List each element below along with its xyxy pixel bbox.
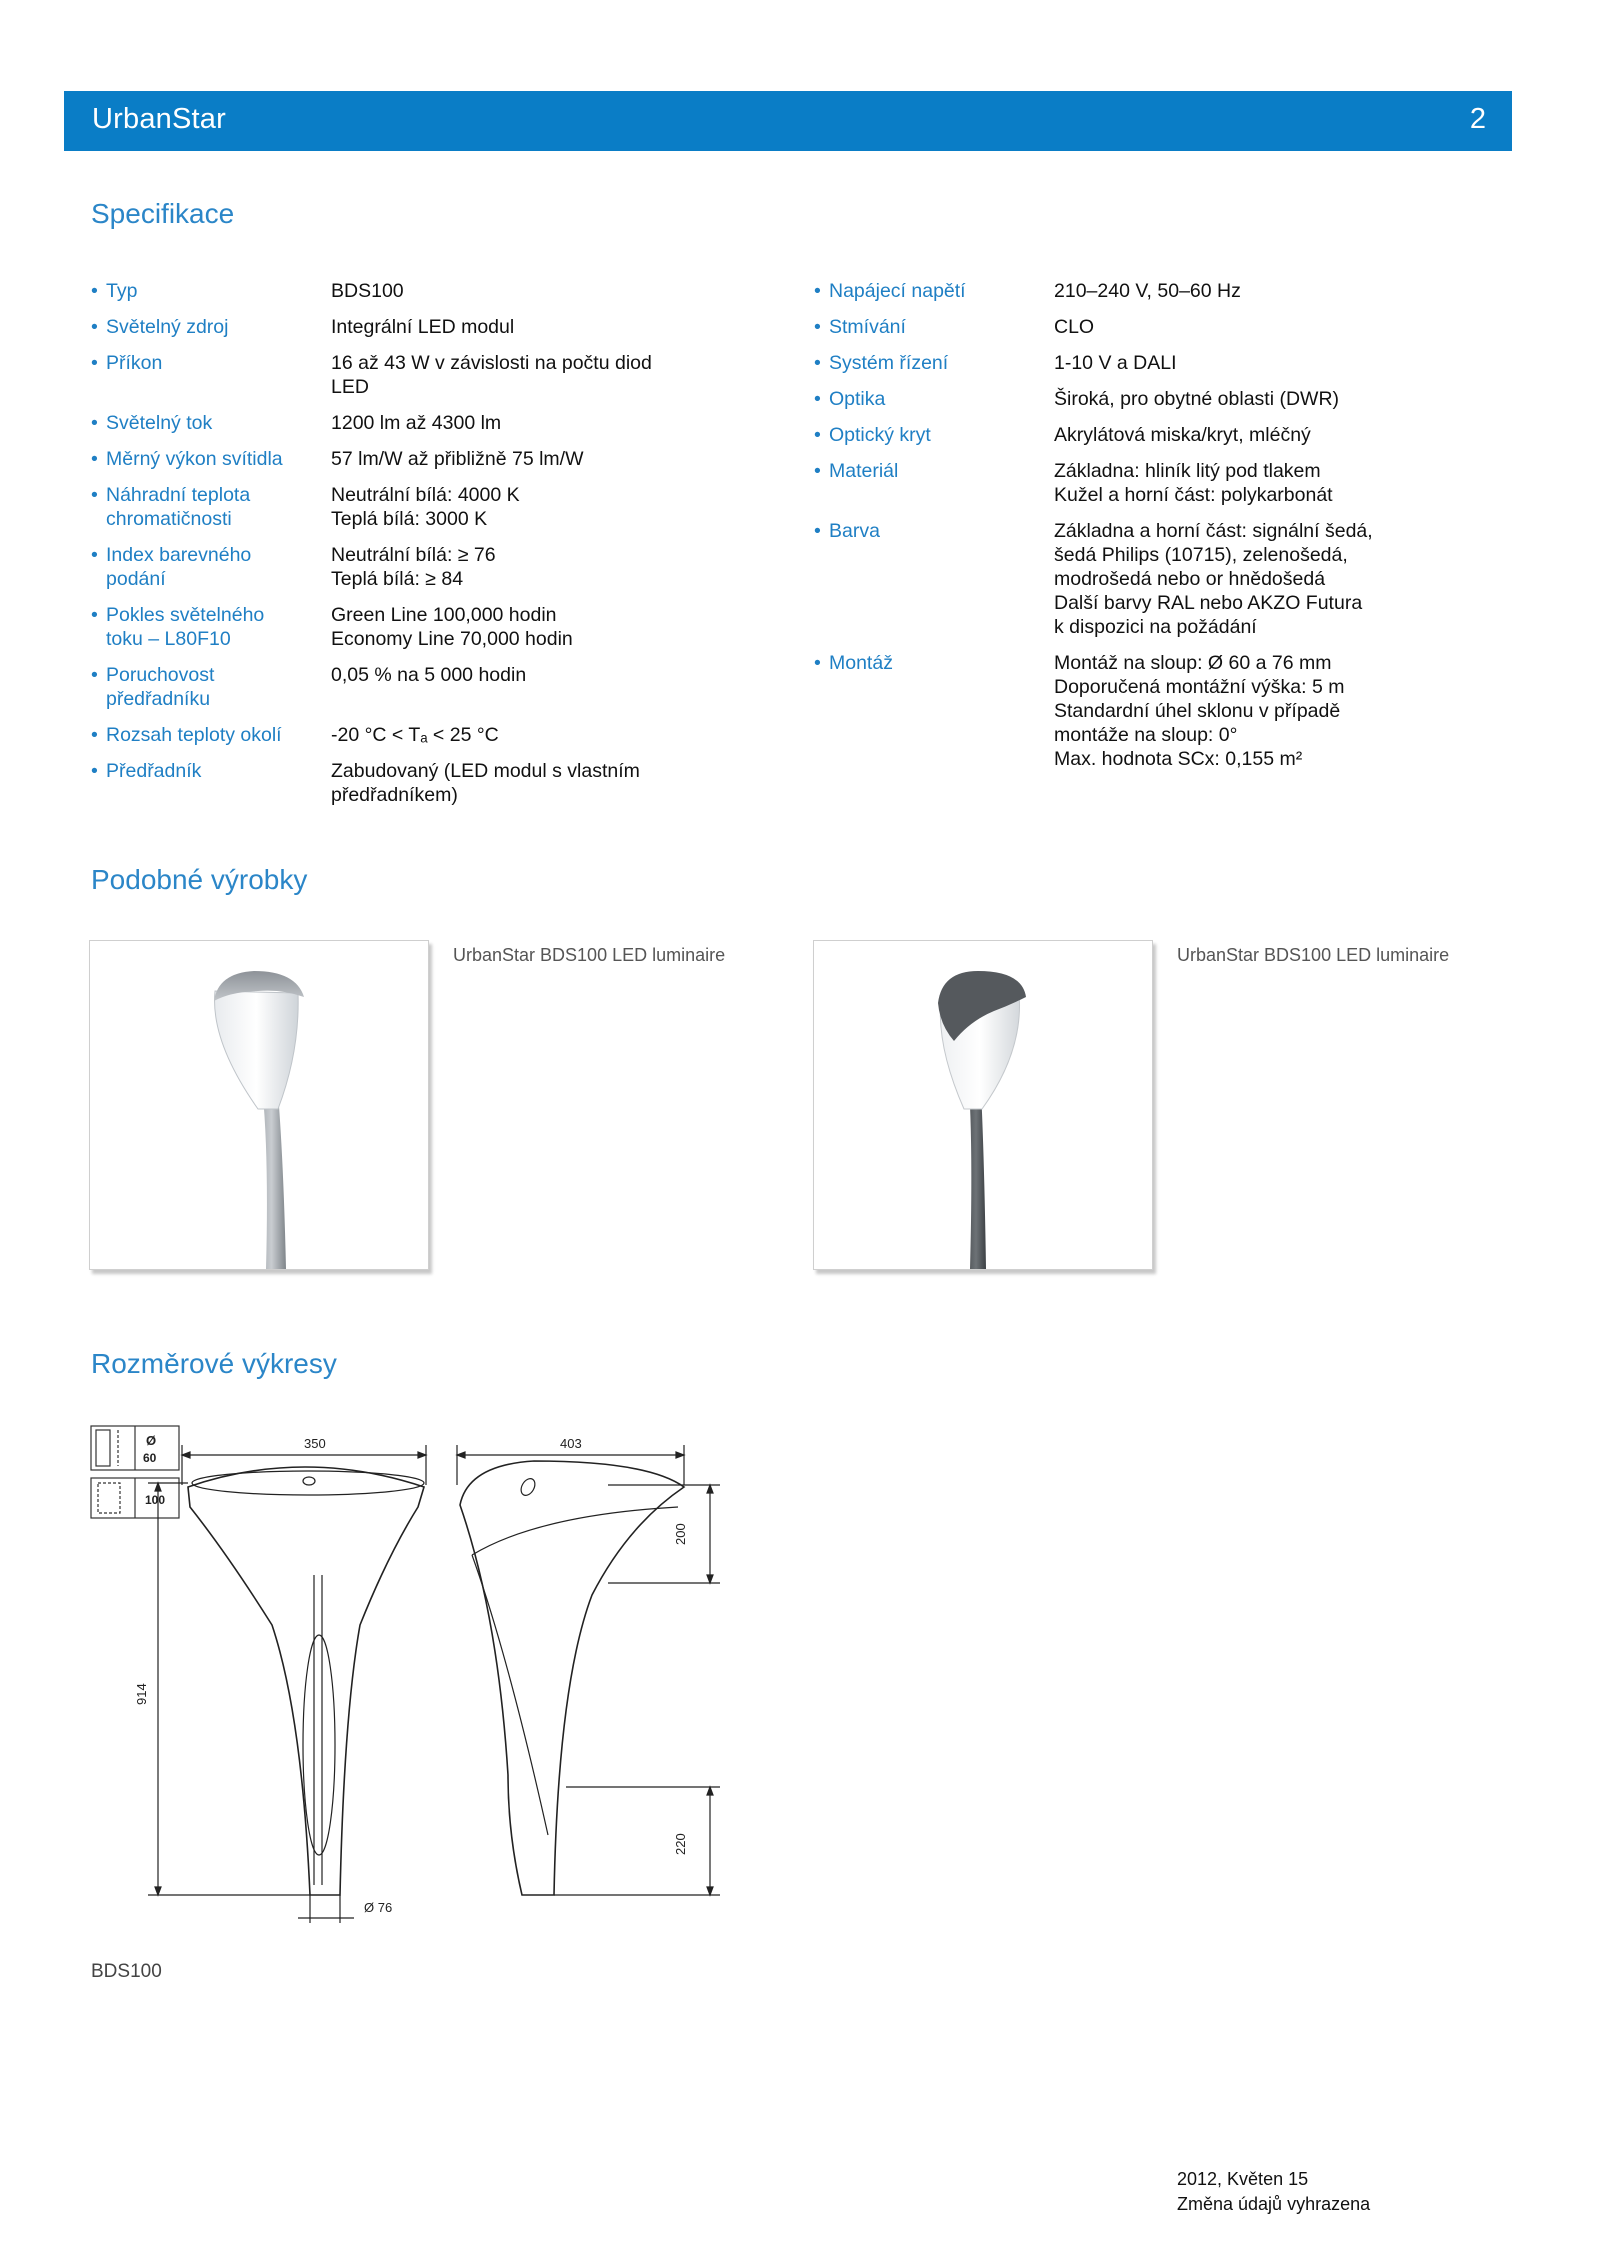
- bullet-icon: •: [814, 352, 821, 374]
- pole-length-box: [91, 1478, 179, 1518]
- spec-label: [91, 483, 326, 531]
- spec-label: [814, 315, 1049, 339]
- bullet-icon: •: [91, 316, 98, 338]
- spec-label-text: Materiál: [829, 460, 899, 482]
- section-title-specs: Specifikace: [91, 198, 235, 229]
- bullet-icon: •: [814, 424, 821, 446]
- spec-label: [91, 351, 326, 375]
- spec-label: [91, 315, 326, 339]
- spec-value: Integrální LED modul: [331, 316, 515, 338]
- section-title-similar: Podobné výrobky: [91, 864, 308, 895]
- bullet-icon: •: [814, 316, 821, 338]
- spec-label-text: Systém řízení: [829, 352, 949, 374]
- spec-label: [91, 759, 326, 783]
- header-bar: [64, 91, 1512, 151]
- spec-label: [91, 447, 326, 471]
- spec-label-text: Měrný výkon svítidla: [106, 448, 283, 470]
- bullet-icon: •: [814, 460, 821, 482]
- spec-value: Montáž na sloup: Ø 60 a 76 mm Doporučená montážní výška: 5 m Standardní úhel sklonu v případě montáže na sloup: 0° Max. hodnota SCx: 0,155 m²: [1054, 652, 1345, 770]
- spec-label-text: Optický kryt: [829, 424, 931, 446]
- bullet-icon: •: [91, 448, 98, 470]
- bullet-icon: •: [91, 760, 98, 782]
- dim-height: 914: [134, 1683, 149, 1705]
- spec-value: Neutrální bílá: ≥ 76 Teplá bílá: ≥ 84: [331, 544, 496, 590]
- bullet-icon: •: [91, 664, 98, 686]
- luminaire-photo: [90, 941, 428, 1269]
- dim-width-side: 403: [560, 1436, 582, 1451]
- dim-width-front: 350: [304, 1436, 326, 1451]
- side-view: [457, 1445, 720, 1895]
- spec-label: [814, 351, 1049, 375]
- spec-label: [814, 387, 1049, 411]
- product-image-1[interactable]: [89, 940, 429, 1270]
- pole-diameter-box: [91, 1426, 179, 1470]
- front-view: [148, 1445, 426, 1923]
- spec-label-text: Optika: [829, 388, 886, 410]
- spec-label-text: Pokles světelného toku – L80F10: [106, 604, 265, 650]
- spec-value: BDS100: [331, 280, 404, 302]
- spec-value: Green Line 100,000 hodin Economy Line 70,000 hodin: [331, 604, 573, 650]
- spec-label-text: Montáž: [829, 652, 893, 674]
- dimension-drawing: [88, 1415, 728, 1965]
- footer-date: 2012, Květen 15: [1177, 2169, 1309, 2189]
- spec-value: 1200 lm až 4300 lm: [331, 412, 502, 434]
- spec-value: Základna a horní část: signální šedá, šedá Philips (10715), zelenošedá, modrošedá nebo or hnědošedá Další barvy RAL nebo AKZO Futura k dispozici na požádání: [1054, 520, 1373, 638]
- header-title: UrbanStar: [92, 103, 226, 135]
- product-image-2[interactable]: [813, 940, 1153, 1270]
- dim-pole-diameter: 60: [143, 1451, 157, 1465]
- spec-label-text: Barva: [829, 520, 880, 542]
- spec-label: [814, 459, 1049, 483]
- spec-label: [814, 519, 1049, 543]
- spec-label-text: Rozsah teploty okolí: [106, 724, 282, 746]
- spec-value: Neutrální bílá: 4000 K Teplá bílá: 3000 K: [331, 484, 520, 530]
- spec-value: 0,05 % na 5 000 hodin: [331, 664, 527, 686]
- spec-label-text: Stmívání: [829, 316, 906, 338]
- spec-label: [814, 651, 1049, 675]
- footer-note: Změna údajů vyhrazena: [1177, 2194, 1371, 2214]
- bullet-icon: •: [91, 724, 98, 746]
- spec-label-text: Index barevného podání: [106, 544, 252, 590]
- spec-label-text: Příkon: [106, 352, 163, 374]
- spec-value: -20 °C < Tₐ < 25 °C: [331, 724, 499, 746]
- product-caption-2: UrbanStar BDS100 LED luminaire: [1177, 945, 1450, 965]
- dim-pole-length: 100: [145, 1493, 166, 1507]
- bullet-icon: •: [814, 388, 821, 410]
- bullet-icon: •: [91, 352, 98, 374]
- footer: [1177, 2167, 1370, 2217]
- spec-value: CLO: [1054, 316, 1095, 338]
- spec-value: 16 až 43 W v závislosti na počtu diod LED: [331, 352, 652, 398]
- drawing-caption: BDS100: [91, 1961, 162, 1982]
- bullet-icon: •: [814, 652, 821, 674]
- spec-value: 1-10 V a DALI: [1054, 352, 1177, 374]
- bullet-icon: •: [91, 412, 98, 434]
- bullet-icon: •: [814, 280, 821, 302]
- spec-label-text: Předřadník: [106, 760, 202, 782]
- product-caption-1: UrbanStar BDS100 LED luminaire: [453, 945, 726, 965]
- spec-label: [91, 723, 326, 747]
- bullet-icon: •: [91, 604, 98, 626]
- spec-value: Základna: hliník litý pod tlakem Kužel a horní část: polykarbonát: [1054, 460, 1333, 506]
- spec-value: Zabudovaný (LED modul s vlastním předřadníkem): [331, 760, 640, 806]
- spec-value: Akrylátová miska/kryt, mléčný: [1054, 424, 1311, 446]
- spec-label-text: Náhradní teplota chromatičnosti: [106, 484, 251, 530]
- spec-label: [91, 411, 326, 435]
- bullet-icon: •: [814, 520, 821, 542]
- spec-label-text: Napájecí napětí: [829, 280, 966, 302]
- section-title-drawings: Rozměrové výkresy: [91, 1348, 337, 1379]
- page-number: 2: [1469, 103, 1486, 135]
- spec-label: [91, 663, 326, 711]
- spec-label-text: Typ: [106, 280, 138, 302]
- dim-bottom-height: 220: [673, 1833, 688, 1855]
- spec-label: [814, 279, 1049, 303]
- spec-label-text: Poruchovost předřadníku: [106, 664, 215, 710]
- spec-label: [91, 279, 326, 303]
- luminaire-photo: [814, 941, 1152, 1269]
- spec-value: 57 lm/W až přibližně 75 lm/W: [331, 448, 584, 470]
- spec-value: 210–240 V, 50–60 Hz: [1054, 280, 1241, 302]
- bullet-icon: •: [91, 544, 98, 566]
- spec-label: [91, 543, 326, 591]
- bullet-icon: •: [91, 280, 98, 302]
- spec-label: [91, 603, 326, 651]
- spec-value: Široká, pro obytné oblasti (DWR): [1054, 388, 1340, 410]
- bullet-icon: •: [91, 484, 98, 506]
- spec-label: [814, 423, 1049, 447]
- dim-pole-symbol: Ø: [146, 1433, 157, 1448]
- spec-label-text: Světelný tok: [106, 412, 213, 434]
- dim-top-height: 200: [673, 1523, 688, 1545]
- dim-bottom-diameter: Ø 76: [364, 1900, 393, 1915]
- spec-label-text: Světelný zdroj: [106, 316, 229, 338]
